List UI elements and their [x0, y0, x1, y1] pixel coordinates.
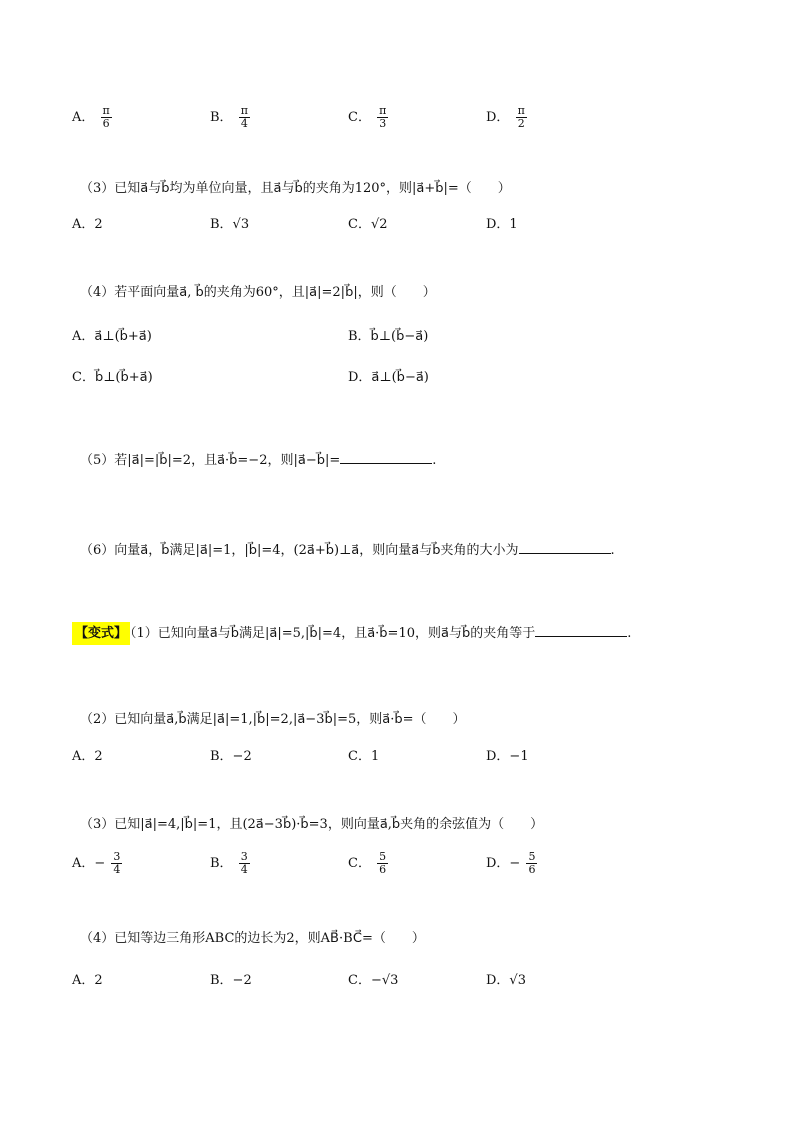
denominator: 6 — [102, 117, 110, 130]
v4-option-a: A．2 — [72, 973, 103, 988]
v2-option-a: A．2 — [72, 749, 103, 764]
question-6: （6）向量a⃗，b⃗满足|a⃗|=1，|b⃗|=4，(2a⃗+b⃗)⊥a⃗，则向量a⃗与b⃗夹角的大小为 . — [80, 543, 615, 558]
denominator: 2 — [517, 117, 525, 130]
numerator: π — [517, 104, 525, 117]
v3-option-d — [486, 851, 537, 876]
answer-blank — [340, 451, 432, 464]
v3-option-c — [348, 851, 388, 876]
denominator: 4 — [113, 863, 121, 876]
fraction — [377, 851, 388, 876]
v4-option-d: D．√3 — [486, 973, 526, 988]
variant-3-text: （3）已知|a⃗|=4,|b⃗|=1，且(2a⃗−3b⃗)·b⃗=3，则向量a⃗,b⃗夹角的余弦值为（ ） — [80, 817, 544, 832]
v3-option-a — [72, 851, 122, 876]
fraction — [111, 851, 122, 876]
option-label: D．− — [486, 856, 521, 871]
q4-option-b: B．b⃗⊥(b⃗−a⃗) — [348, 329, 429, 344]
fraction — [526, 851, 537, 876]
denominator: 4 — [240, 863, 248, 876]
fraction — [377, 105, 388, 130]
q4-option-d: D．a⃗⊥(b⃗−a⃗) — [348, 370, 429, 385]
q2-option-c — [348, 105, 388, 130]
denominator: 6 — [528, 863, 536, 876]
variant-1-text: （1）已知向量a⃗与b⃗满足|a⃗|=5,|b⃗|=4，且a⃗·b⃗=10，则a⃗与b⃗的夹角等于 — [130, 626, 536, 641]
v4-option-c: C．−√3 — [348, 973, 399, 988]
denominator: 6 — [379, 863, 387, 876]
numerator: 5 — [528, 850, 536, 863]
option-label: A．− — [72, 856, 106, 871]
answer-blank — [519, 541, 611, 554]
q2-option-a — [72, 105, 112, 130]
question-6-text: （6）向量a⃗，b⃗满足|a⃗|=1，|b⃗|=4，(2a⃗+b⃗)⊥a⃗，则向量a⃗与b⃗夹角的大小为 — [80, 543, 519, 558]
q3-option-b: B．√3 — [210, 217, 250, 232]
option-label: B． — [210, 110, 233, 125]
q4-option-a: A．a⃗⊥(b⃗+a⃗) — [72, 329, 152, 344]
q2-option-b — [210, 105, 250, 130]
numerator: 5 — [379, 850, 387, 863]
question-3-text: （3）已知a⃗与b⃗均为单位向量，且a⃗与b⃗的夹角为120°，则|a⃗+b⃗|=（ ） — [80, 181, 511, 196]
numerator: π — [240, 104, 248, 117]
v2-option-b: B．−2 — [210, 749, 252, 764]
fraction — [239, 851, 250, 876]
denominator: 4 — [240, 117, 248, 130]
fraction — [239, 105, 250, 130]
v3-option-b — [210, 851, 250, 876]
option-label: B． — [210, 856, 233, 871]
q3-option-c: C．√2 — [348, 217, 388, 232]
numerator: π — [102, 104, 110, 117]
question-4-text: （4）若平面向量a⃗, b⃗的夹角为60°，且|a⃗|=2|b⃗|，则（ ） — [80, 285, 436, 300]
variant-2-text: （2）已知向量a⃗,b⃗满足|a⃗|=1,|b⃗|=2,|a⃗−3b⃗|=5，则a⃗·b⃗=（ ） — [80, 712, 466, 727]
question-5: （5）若|a⃗|=|b⃗|=2，且a⃗·b⃗=−2，则|a⃗−b⃗|= . — [80, 453, 437, 468]
numerator: π — [379, 104, 387, 117]
question-5-text: （5）若|a⃗|=|b⃗|=2，且a⃗·b⃗=−2，则|a⃗−b⃗|= — [80, 453, 341, 468]
option-label: D． — [486, 110, 510, 125]
fraction — [516, 105, 527, 130]
q3-option-a: A．2 — [72, 217, 103, 232]
numerator: 3 — [240, 850, 248, 863]
option-label: C． — [348, 110, 371, 125]
variant-4-text: （4）已知等边三角形ABC的边长为2，则AB⃗·BC⃗=（ ） — [80, 931, 425, 946]
q3-option-d: D．1 — [486, 217, 518, 232]
variant-tag: 【变式】 — [72, 622, 130, 645]
v2-option-c: C．1 — [348, 749, 380, 764]
v2-option-d: D．−1 — [486, 749, 529, 764]
option-label: A． — [72, 110, 95, 125]
variant-1: 【变式】 （1）已知向量a⃗与b⃗满足|a⃗|=5,|b⃗|=4，且a⃗·b⃗=10，则a⃗与b⃗的夹角等于 . — [72, 624, 631, 643]
option-label: C． — [348, 856, 371, 871]
answer-blank — [535, 624, 627, 637]
fraction — [101, 105, 112, 130]
numerator: 3 — [113, 850, 121, 863]
q4-option-c: C．b⃗⊥(b⃗+a⃗) — [72, 370, 153, 385]
v4-option-b: B．−2 — [210, 973, 252, 988]
denominator: 3 — [379, 117, 387, 130]
q2-option-d — [486, 105, 527, 130]
